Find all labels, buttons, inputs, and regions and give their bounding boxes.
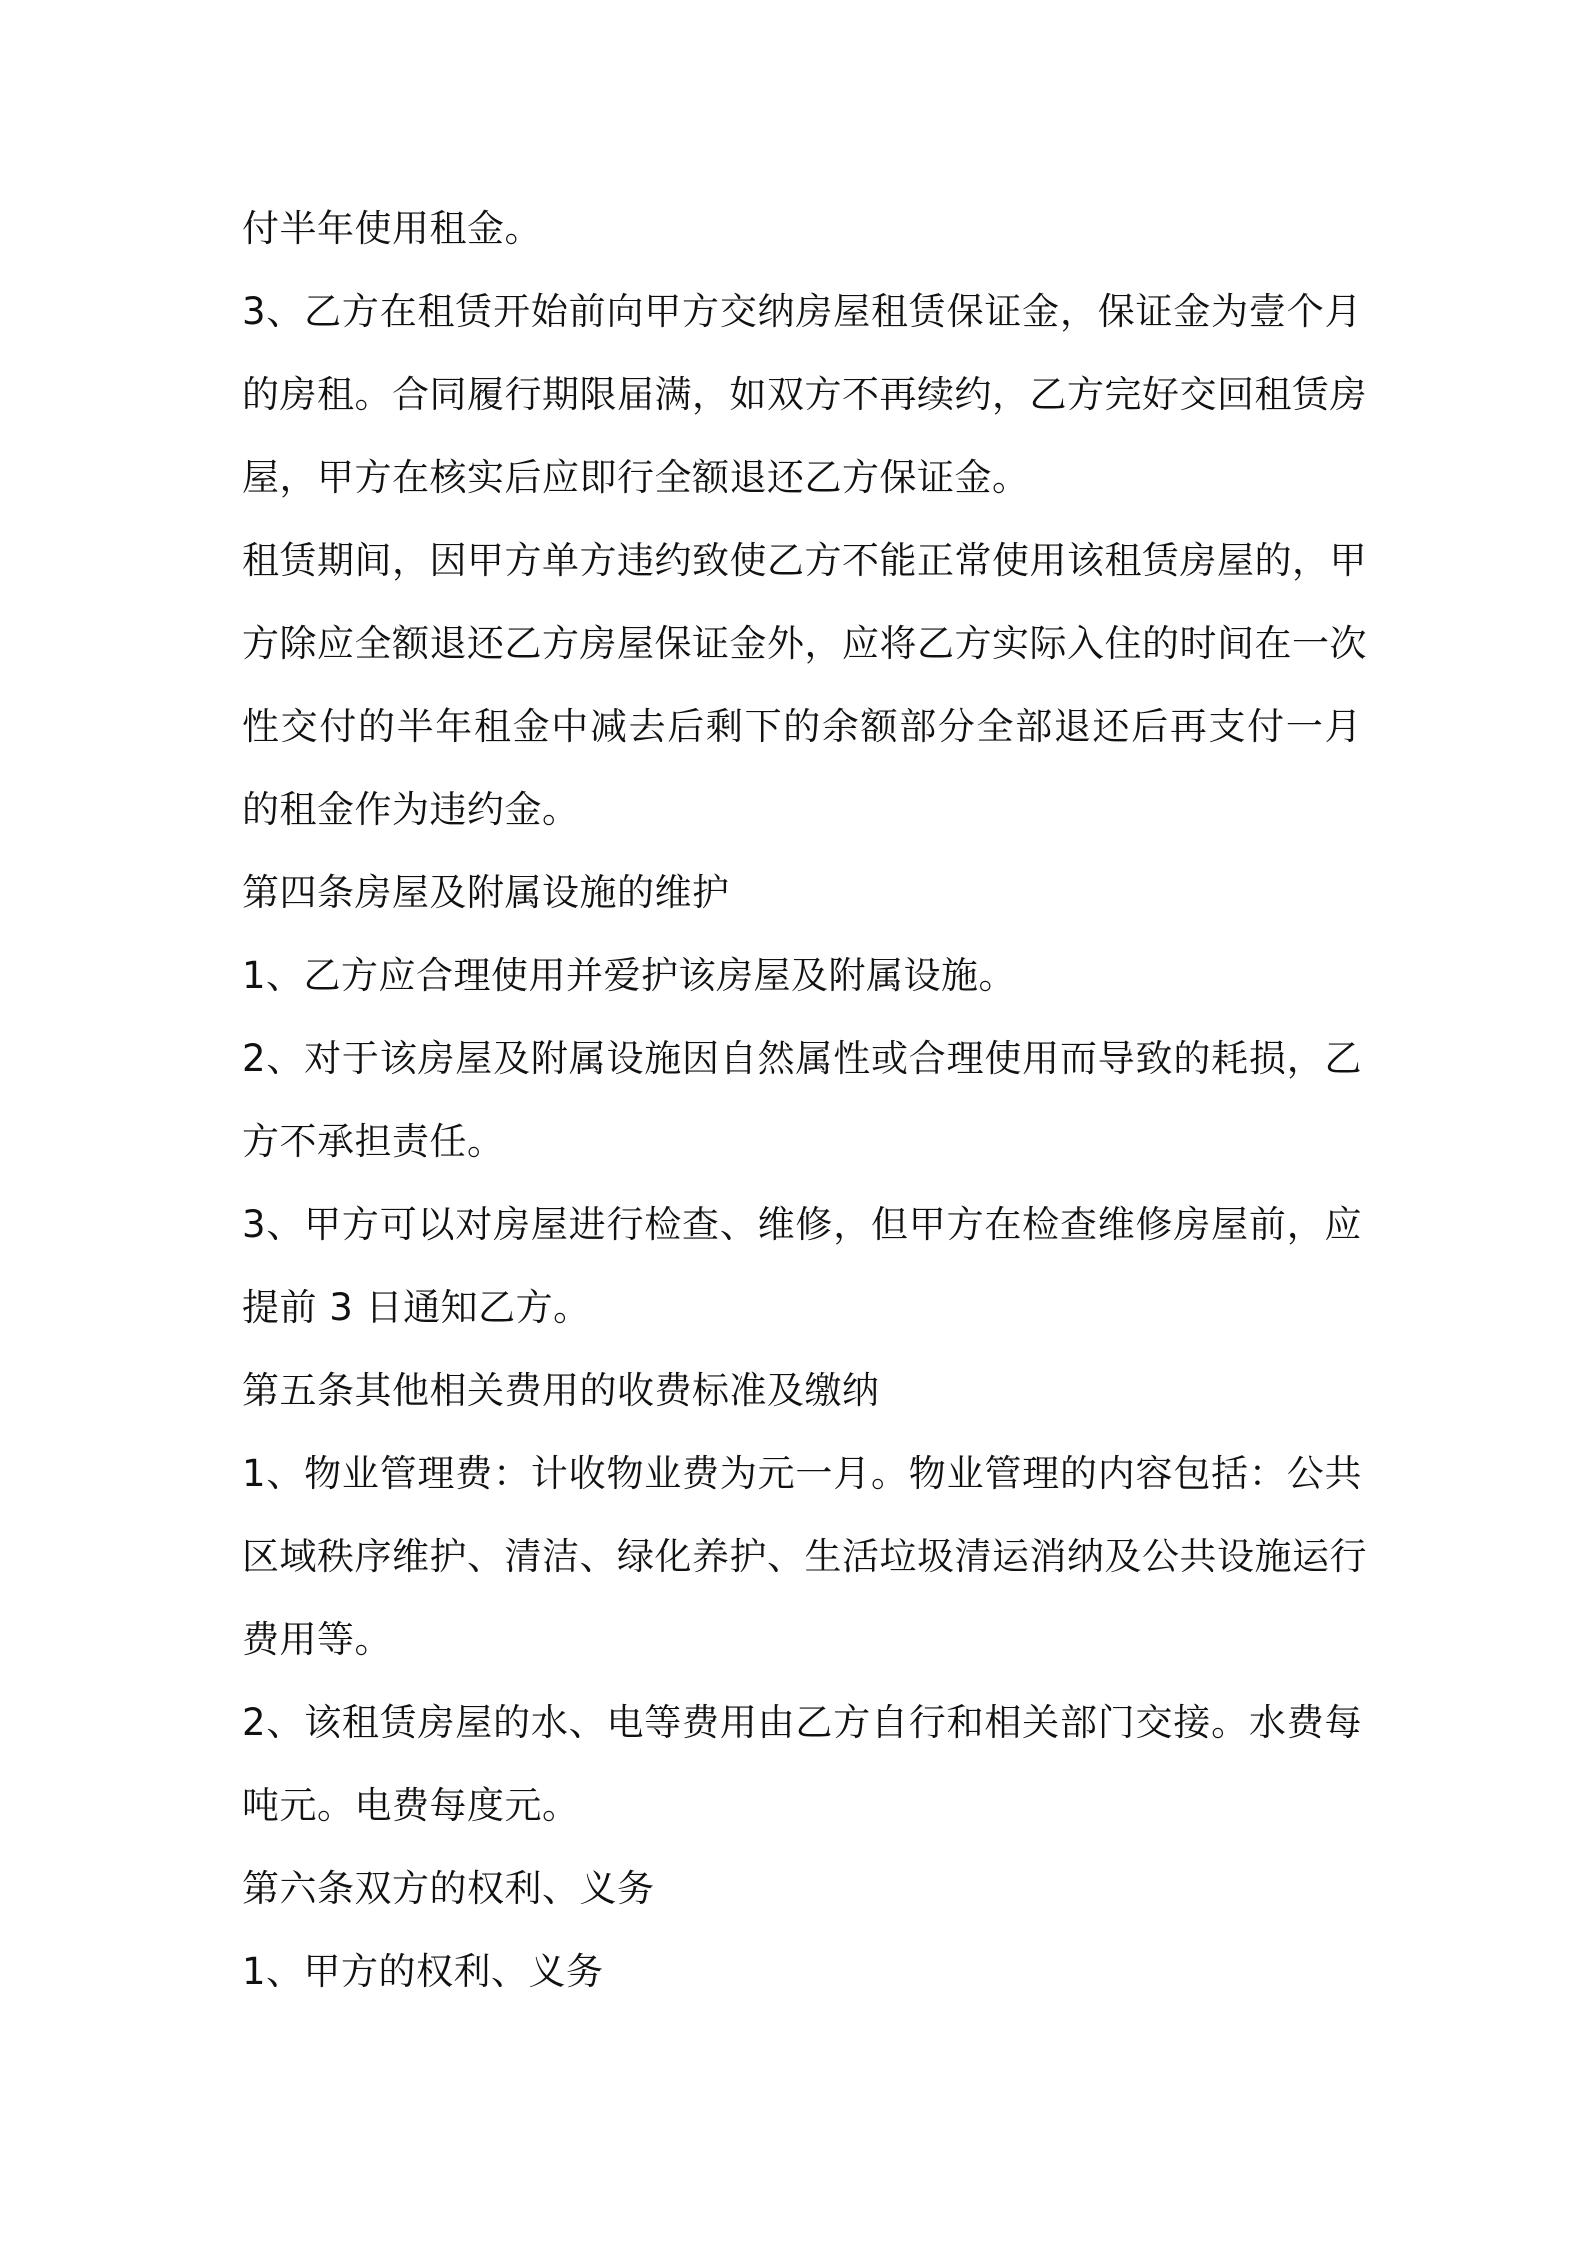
text-line: 3、乙方在租赁开始前向甲方交纳房屋租赁保证金，保证金为壹个月: [242, 290, 1362, 333]
text-line: 的租金作为违约金。: [242, 788, 580, 831]
text-line: 的房租。合同履行期限届满，如双方不再续约，乙方完好交回租赁房: [242, 373, 1367, 416]
text-line: 性交付的半年租金中减去后剩下的余额部分全部退还后再支付一月: [242, 705, 1362, 748]
text-line: 区域秩序维护、清洁、绿化养护、生活垃圾清运消纳及公共设施运行: [242, 1535, 1367, 1578]
text-line: 2、该租赁房屋的水、电等费用由乙方自行和相关部门交接。水费每: [242, 1701, 1362, 1744]
text-line: 1、乙方应合理使用并爱护该房屋及附属设施。: [242, 954, 1017, 997]
section-heading: 第六条双方的权利、义务: [242, 1867, 655, 1910]
text-line: 方除应全额退还乙方房屋保证金外，应将乙方实际入住的时间在一次: [242, 622, 1367, 665]
section-heading: 第五条其他相关费用的收费标准及缴纳: [242, 1369, 880, 1412]
text-line: 租赁期间，因甲方单方违约致使乙方不能正常使用该租赁房屋的，甲: [242, 539, 1367, 582]
text-line: 费用等。: [242, 1618, 392, 1661]
text-line: 方不承担责任。: [242, 1120, 505, 1163]
section-heading: 第四条房屋及附属设施的维护: [242, 871, 730, 914]
text-line: 3、甲方可以对房屋进行检查、维修，但甲方在检查维修房屋前，应: [242, 1203, 1362, 1246]
text-line: 屋，甲方在核实后应即行全额退还乙方保证金。: [242, 456, 1030, 499]
text-line: 提前 3 日通知乙方。: [242, 1286, 591, 1329]
text-line: 付半年使用租金。: [242, 207, 542, 250]
text-line: 1、甲方的权利、义务: [242, 1950, 604, 1993]
text-line: 吨元。电费每度元。: [242, 1784, 580, 1827]
text-line: 2、对于该房屋及附属设施因自然属性或合理使用而导致的耗损，乙: [242, 1037, 1362, 1080]
text-line: 1、物业管理费：计收物业费为元一月。物业管理的内容包括：公共: [242, 1452, 1362, 1495]
